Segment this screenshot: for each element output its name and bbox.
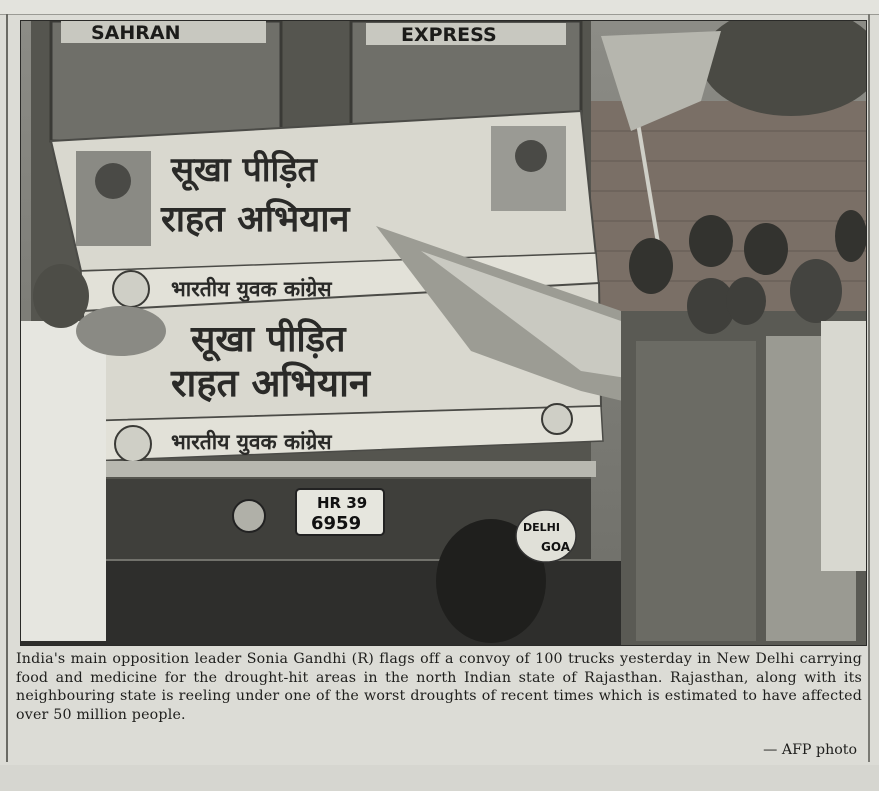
page-top-strip bbox=[0, 0, 879, 15]
license-plate-top: HR 39 bbox=[317, 494, 368, 512]
sign-line1: DELHI bbox=[523, 521, 560, 534]
photo-illustration bbox=[21, 21, 866, 645]
page-bottom-strip bbox=[0, 765, 879, 791]
banner-line2-bottom: राहत अभियान bbox=[171, 361, 371, 405]
sign-line2: GOA bbox=[541, 540, 571, 554]
photo-caption: India's main opposition leader Sonia Gandhi (R) flags off a convoy of 100 trucks yesterday in New Delhi carrying food and medicine for the drought-hit areas in the north Indian state of Rajasthan. Rajasthan, along with its neighbouring state is reeling under one of the worst droughts of recent times which is estimated to have affected over 50 million people. bbox=[16, 651, 862, 723]
banner-org-top: भारतीय युवक कांग्रेस bbox=[171, 277, 332, 301]
banner-line1-top: सूखा पीड़ित bbox=[171, 150, 317, 190]
photo-credit: — AFP photo bbox=[763, 742, 857, 758]
truck-header-right: EXPRESS bbox=[401, 24, 497, 46]
news-photo bbox=[20, 20, 867, 646]
banner-org-bottom: भारतीय युवक कांग्रेस bbox=[171, 430, 332, 454]
banner-line1-bottom: सूखा पीड़ित bbox=[191, 319, 346, 360]
banner-line2-top: राहत अभियान bbox=[161, 199, 350, 240]
truck-header-left: SAHRAN bbox=[91, 22, 181, 44]
license-plate-bottom: 6959 bbox=[311, 513, 362, 534]
